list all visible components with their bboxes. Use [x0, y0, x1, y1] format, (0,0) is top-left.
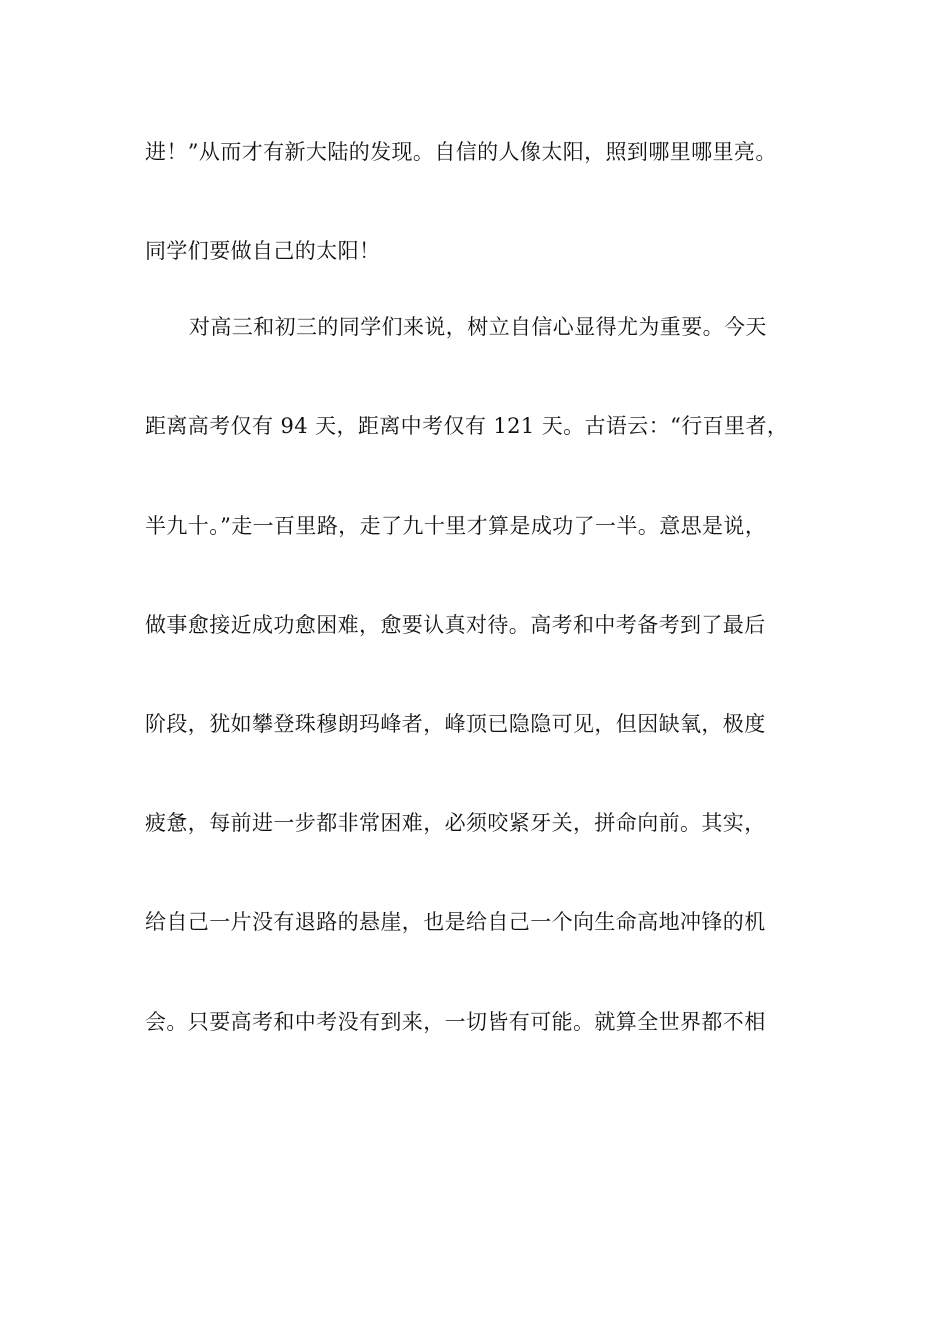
text-line: 半九十。”走一百里路，走了九十里才算是成功了一半。意思是说，: [145, 514, 767, 538]
text-line: 会。只要高考和中考没有到来，一切皆有可能。就算全世界都不相: [145, 1010, 766, 1034]
text-line: 进！”从而才有新大陆的发现。自信的人像太阳，照到哪里哪里亮。: [145, 140, 777, 164]
text-line: 给自己一片没有退路的悬崖，也是给自己一个向生命高地冲锋的机: [145, 910, 766, 934]
text-line: 距离高考仅有 94 天，距离中考仅有 121 天。古语云：“行百里者，: [145, 414, 789, 438]
text-line: 疲惫，每前进一步都非常困难，必须咬紧牙关，拼命向前。其实，: [145, 811, 766, 835]
text-line: 阶段，犹如攀登珠穆朗玛峰者，峰顶已隐隐可见，但因缺氧，极度: [145, 712, 766, 736]
text-line: 做事愈接近成功愈困难，愈要认真对待。高考和中考备考到了最后: [145, 613, 766, 637]
paragraph-first-line: 对高三和初三的同学们来说，树立自信心显得尤为重要。今天: [189, 315, 767, 339]
text-line: 同学们要做自己的太阳！: [145, 239, 381, 263]
